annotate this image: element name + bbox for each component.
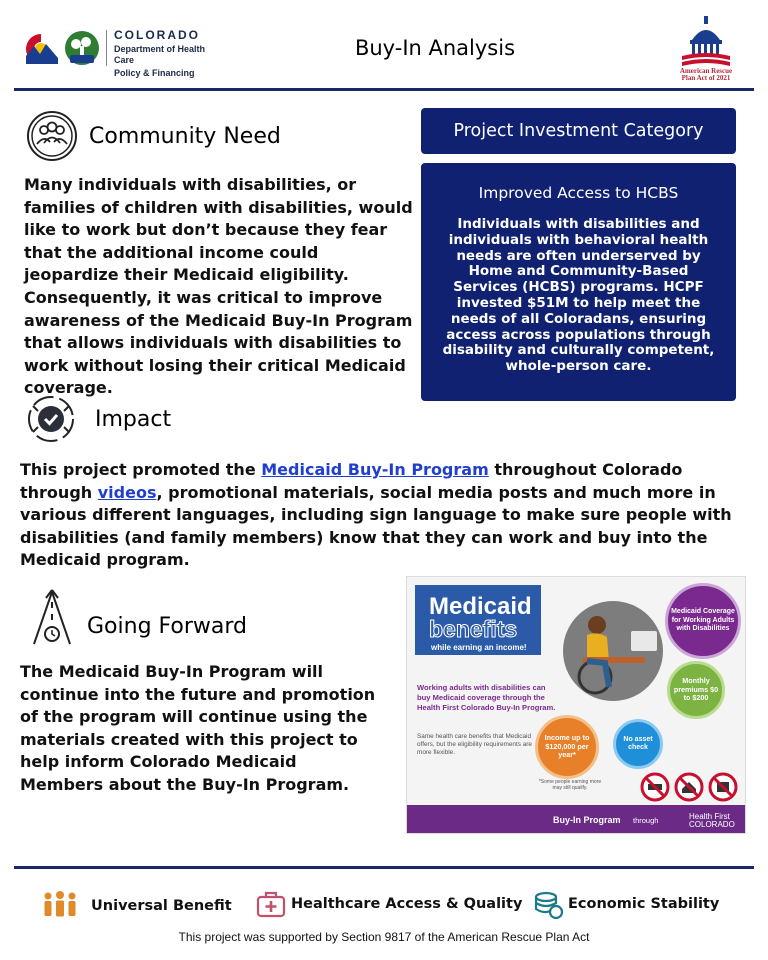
going-forward-heading: Going Forward [87,614,247,639]
org-dept-line2: Policy & Financing [114,68,195,78]
investment-category-box [421,163,736,401]
impact-check-icon [26,394,76,444]
coverage-bubble-text: Medicaid Coverage for Working Adults with Disabilities [671,608,735,633]
investment-category-header: Project Investment Category [421,108,736,154]
org-name [114,28,222,79]
org-state: COLORADO [114,28,200,42]
impact-heading: Impact [95,407,172,432]
infographic-footer-program: Buy-In Program [553,815,621,825]
investment-description: Individuals with disabilities and individuals with behavioral health needs are often underserved by Home and Community-Based Services (HCBS) programs. HCPF invested $51M to help meet the needs of all Coloradans, ensuring access across populations through disability and culturally competent, whole-person care. [442,216,715,375]
arp-caption [668,68,744,82]
community-need-text: Many individuals with disabilities, or families of children with disabilities, would like to work but don’t because they fear that the additional income could jeopardize their Medicaid eligibility. Consequently, it was critical to improve awareness of the Medicaid Buy-In Program that allows individuals with disabilities to work without losing their critical Medicaid coverage. [24,175,413,398]
footer-item-universal-benefit [42,890,242,920]
footer-label-healthcare-access: Healthcare Access & Quality [291,896,523,912]
hcpf-logo [22,28,222,78]
no-money-icon [710,774,736,800]
colorado-c-icon [22,32,60,66]
people-group-icon [42,890,78,918]
infographic-footer [407,805,746,834]
impact-text-1: This project promoted the [20,460,262,479]
footer-label-universal-benefit: Universal Benefit [91,898,232,914]
arp-line1: American Rescue [679,67,733,75]
infographic-title-box [415,585,541,655]
footer-divider [14,866,754,869]
infographic-title-2: benefits [429,616,518,642]
investment-title: Improved Access to HCBS [478,184,679,202]
org-dept-line1: Department of Health Care [114,44,206,65]
logo-divider [106,30,107,66]
premiums-bubble-text: Monthly premiums $0 to $200 [673,676,719,703]
community-need-heading: Community Need [89,124,281,149]
coverage-bubble [665,583,741,659]
impact-text-2: throughout Colorado through [20,460,683,502]
page-title: Buy-In Analysis [354,36,516,60]
asset-check-bubble [613,719,663,769]
capitol-icon [668,14,744,68]
hcpf-tree-icon [64,30,100,66]
premiums-bubble [667,661,725,719]
infographic-footer-through: through [633,816,659,825]
arp-line2: Plan Act of 2021 [681,74,731,82]
income-bubble-text: Income up to $120,000 per year* [544,733,590,760]
footer-label-economic-stability: Economic Stability [568,896,720,912]
page-header [0,0,768,92]
no-car-icon [642,774,668,800]
footer-item-healthcare-access [256,890,523,920]
medicaid-buy-in-program-link[interactable]: Medicaid Buy-In Program [261,460,489,479]
health-first-line1: Health First [689,812,730,821]
no-asset-icons [639,771,741,803]
infographic-subtitle: while earning an income! [431,643,527,652]
footer-item-economic-stability [534,890,734,920]
videos-link[interactable]: videos [97,482,157,502]
asset-check-bubble-text: No asset check [623,735,653,751]
health-first-colorado-logo [689,813,735,829]
footer-note: This project was supported by Section 9817 of the American Rescue Plan Act [178,930,590,944]
income-bubble [535,715,599,779]
infographic-title-1: Medicaid [429,593,532,620]
no-house-icon [676,774,702,800]
wheelchair-worker-illustration [553,591,673,701]
infographic-note: *Some people earning more may still qualify. [538,779,602,791]
header-divider [14,88,754,91]
community-group-icon [26,110,78,162]
coins-stack-icon [534,890,564,920]
infographic-small-print: Same health care benefits that Medicaid offers, but the eligibility requirements are more flexible. [417,733,532,756]
medical-kit-icon [256,890,286,918]
health-first-line2: COLORADO [689,820,735,829]
arp-logo [668,14,744,84]
medicaid-benefits-infographic [406,576,746,834]
going-forward-text: The Medicaid Buy-In Program will continue into the future and promotion of the program will continue using the materials created with this project to help inform Colorado Medicaid Members about the Buy-In Program. [20,662,376,794]
impact-text-3: , promotional materials, social media posts and much more in various different languages, including sign language to make sure people with disabilities (and family members) know that they can work and buy into the Medicaid program. [20,482,732,570]
impact-text [20,459,750,572]
road-forward-icon [30,588,74,646]
infographic-body: Working adults with disabilities can buy Medicaid coverage through the Health First Colorado Buy-In Program. [417,683,556,712]
